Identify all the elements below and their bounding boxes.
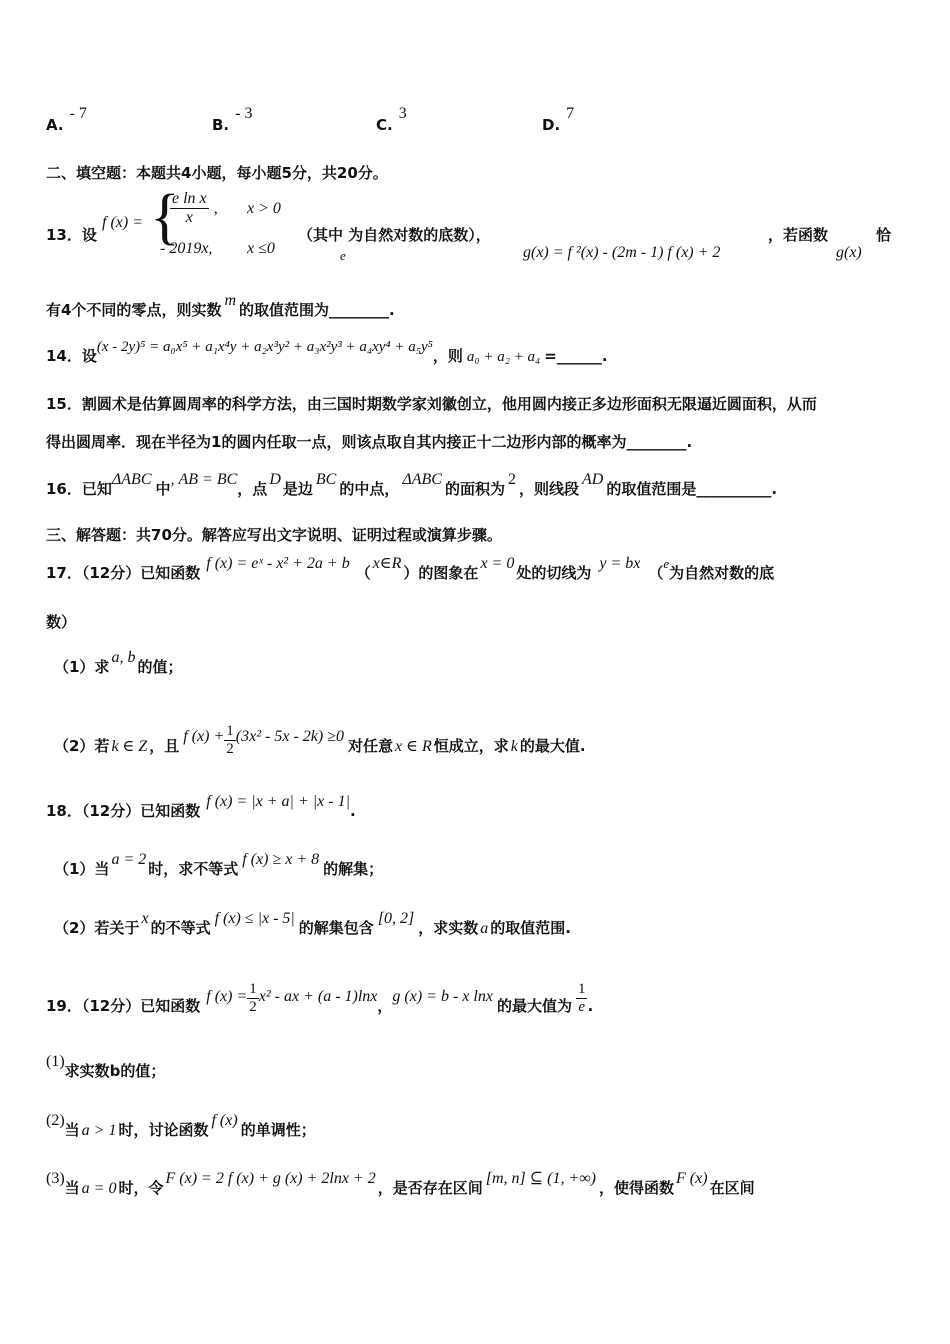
q16-t5: 的面积为 xyxy=(444,480,505,498)
q19-Fx: F (x) = 2 f (x) + g (x) + 2lnx + 2 xyxy=(165,1170,376,1187)
q19-part2 xyxy=(46,1112,910,1140)
q13-fx: f (x) = xyxy=(102,214,143,231)
q17-ineq-right: (3x² - 5x - 2k) ≥0 xyxy=(235,728,344,745)
option-d-label: D. xyxy=(542,116,561,134)
q15-line2: 得出圆周率．现在半径为1的圆内任取一点，则该点取自其内接正十二边形内部的概率为________. xyxy=(46,433,693,451)
q18-p1-c: 的解集； xyxy=(323,860,384,878)
q16-label: 16．已知 xyxy=(46,480,112,498)
q16-t1: 中 xyxy=(155,480,171,498)
q17-e: e xyxy=(663,556,670,571)
q16-t2: ，点 xyxy=(237,480,268,498)
q13-note: （其中 为自然对数的底数）， xyxy=(298,226,491,244)
q13-case2-cond: x ≤0 xyxy=(247,240,275,257)
q18-p1-b: 时，求不等式 xyxy=(148,860,239,878)
q17-t3: 为自然对数的底 xyxy=(669,564,775,582)
q17-line1 xyxy=(46,555,910,583)
q19-interval: [m, n] ⊆ (1, +∞) xyxy=(485,1170,597,1187)
q13-case1-separator: , xyxy=(213,200,218,217)
q19-p2-c: 的单调性； xyxy=(240,1121,316,1139)
q19-gx: g (x) = b - x lnx xyxy=(392,988,493,1005)
q18-p1-a: （1）当 xyxy=(54,860,110,878)
q13-brace: { xyxy=(150,183,180,251)
q14-end: =______. xyxy=(544,347,608,365)
q17-fx: f (x) = eˣ - x² + 2a + b xyxy=(206,555,350,572)
q17-tangent: y = bx xyxy=(599,555,641,572)
q17-part1 xyxy=(54,649,910,677)
q19-t1: 的最大值为 xyxy=(496,997,572,1015)
q19-p3-d: ，使得函数 xyxy=(599,1179,675,1197)
q13-case2: - 2019x, xyxy=(160,240,213,257)
q19-p3-num: (3) xyxy=(46,1170,65,1187)
q17-p2-a: （2）若 xyxy=(54,737,110,755)
q13-e: e xyxy=(340,248,346,263)
q16-ab-bc: , AB = BC xyxy=(170,471,238,488)
option-b-value: - 3 xyxy=(235,105,253,122)
q17-half xyxy=(224,723,236,758)
q18-fx: f (x) = |x + a| + |x - 1| xyxy=(206,793,350,810)
q19-half-den: 2 xyxy=(249,999,257,1015)
q19-p3-a: 当 xyxy=(64,1179,80,1197)
q18-dot: . xyxy=(349,802,356,820)
q17-half-den: 2 xyxy=(226,741,234,757)
q19-inverse-e xyxy=(576,981,588,1016)
option-b-label: B. xyxy=(212,116,230,134)
q16-t6: ，则线段 xyxy=(518,480,579,498)
q18-ineq2: f (x) ≤ |x - 5| xyxy=(214,910,295,927)
q17-dom-r: ）的图象在 xyxy=(403,564,479,582)
q19-label: 19．（12分）已知函数 xyxy=(46,997,201,1015)
q18-p2-c: 的解集包含 xyxy=(298,919,374,937)
q18-part2 xyxy=(54,910,910,938)
q19-half-num: 1 xyxy=(249,981,257,997)
q17-dom-l: （ xyxy=(355,564,371,582)
q19-p3-c: ，是否存在区间 xyxy=(377,1179,483,1197)
q19-p3-e: 在区间 xyxy=(709,1179,755,1197)
q17-domain: x∈R xyxy=(372,555,402,572)
q14-label: 14．设 xyxy=(46,347,97,365)
q19-p2-b: 时，讨论函数 xyxy=(118,1121,209,1139)
option-a xyxy=(46,105,87,135)
q13-m: m xyxy=(224,292,237,309)
q17-kz: k ∈ Z xyxy=(111,738,148,755)
q19-Fx2: F (x) xyxy=(676,1170,708,1187)
q13-case1-numerator: e ln x xyxy=(172,190,207,207)
q13-case1-cond: x > 0 xyxy=(247,200,281,217)
option-c xyxy=(376,105,407,135)
q17-p2-c: 对任意 xyxy=(348,737,394,755)
q17-line2: 数） xyxy=(46,613,77,631)
q17-ineq-left: f (x) + xyxy=(183,728,225,745)
q19-inv-num: 1 xyxy=(577,981,586,997)
option-a-value: - 7 xyxy=(69,105,87,122)
q19-fx-right: x² - ax + (a - 1)lnx xyxy=(258,988,378,1005)
q16-t3: 是边 xyxy=(282,480,313,498)
q16-triangle: ΔABC xyxy=(111,471,152,488)
q13-g-definition: g(x) = f ²(x) - (2m - 1) f (x) + 2 xyxy=(523,244,721,261)
q18-label: 18．（12分）已知函数 xyxy=(46,802,201,820)
q18-p2-e: 的取值范围. xyxy=(490,919,571,937)
option-a-label: A. xyxy=(46,116,64,134)
q14-expansion: (x - 2y)⁵ = a₀x⁵ + a₁x⁴y + a₂x³y² + a₃x²y³ + a₄xy⁴ + a₅y⁵ xyxy=(96,339,433,355)
q19-a0: a = 0 xyxy=(81,1180,117,1197)
q18-x: x xyxy=(141,910,149,927)
q17-half-num: 1 xyxy=(226,723,234,739)
q18-a2: a = 2 xyxy=(111,851,147,868)
section-2-header: 二、填空题：本题共4小题，每小题5分，共20分。 xyxy=(46,164,388,182)
q19-part3 xyxy=(46,1170,910,1198)
q19-fx2: f (x) xyxy=(211,1112,238,1129)
option-d-value: 7 xyxy=(566,105,575,122)
q17-p1-b: 的值； xyxy=(137,658,183,676)
q17-k: k xyxy=(510,738,518,755)
q16-ad: AD xyxy=(582,471,604,488)
q17-p1-a: （1）求 xyxy=(54,658,110,676)
q16-area: 2 xyxy=(507,471,516,488)
q16-t4: 的中点， xyxy=(339,480,400,498)
q17-xr: x ∈ R xyxy=(395,738,432,755)
q19-dot: . xyxy=(587,997,594,1015)
q19-comma: ， xyxy=(377,997,393,1015)
q17-p2-d: 恒成立，求 xyxy=(433,737,509,755)
q16-bc: BC xyxy=(315,471,337,488)
q13-gx: g(x) xyxy=(836,244,862,261)
q17-part2 xyxy=(54,723,910,764)
option-c-value: 3 xyxy=(398,105,407,122)
q19-half xyxy=(247,981,259,1016)
q15-line1: 15．割圆术是估算圆周率的科学方法，由三国时期数学家刘徽创立，他用圆内接正多边形面积无限逼近圆面积，从而 xyxy=(46,395,817,413)
q17-t2: （ xyxy=(648,564,664,582)
q18-a: a xyxy=(480,920,489,937)
q13-line2-b: 的取值范围为________. xyxy=(239,301,395,319)
q19-part1 xyxy=(46,1053,910,1081)
q19-inv-den: e xyxy=(578,999,586,1015)
q19-p2-a: 当 xyxy=(64,1121,80,1139)
q19-line1 xyxy=(46,981,910,1024)
q18-part1 xyxy=(54,851,910,879)
q14-sum-expr: a₀ + a₂ + a₄ xyxy=(466,349,541,365)
q13-case1-fraction xyxy=(170,190,209,227)
q17-x0: x = 0 xyxy=(480,555,515,572)
q17-p2-e: 的最大值. xyxy=(519,737,586,755)
q13-qia: 恰 xyxy=(876,226,892,244)
q19-p2-num: (2) xyxy=(46,1112,65,1129)
q16-t7: 的取值范围是__________. xyxy=(606,480,778,498)
q16-triangle-2: ΔABC xyxy=(402,471,442,488)
q13-line2 xyxy=(46,292,910,320)
q13-line2-a: 有4个不同的零点，则实数 xyxy=(46,301,222,319)
q17-p2-b: ，且 xyxy=(149,737,180,755)
option-d xyxy=(542,105,575,135)
q17-t1: 处的切线为 xyxy=(516,564,592,582)
q18-p2-d: ，求实数 xyxy=(418,919,479,937)
q18-p2-b: 的不等式 xyxy=(150,919,211,937)
q19-p1-text: 求实数b的值； xyxy=(64,1062,166,1080)
q18-p2-a: （2）若关于 xyxy=(54,919,140,937)
q17-ab: a, b xyxy=(111,649,136,666)
q18-ineq: f (x) ≥ x + 8 xyxy=(242,851,320,868)
q13-label: 13．设 xyxy=(46,226,97,244)
q19-fx-left: f (x) = xyxy=(206,988,248,1005)
option-b xyxy=(212,105,253,135)
q17-label: 17．（12分）已知函数 xyxy=(46,564,201,582)
section-3-header: 三、解答题：共70分。解答应写出文字说明、证明过程或演算步骤。 xyxy=(46,526,502,544)
q13-case1-denominator: x xyxy=(185,209,193,226)
q19-p1-num: (1) xyxy=(46,1053,65,1070)
q14-line xyxy=(46,339,910,366)
q13-text-after: ，若函数 xyxy=(768,226,829,244)
q18-line1 xyxy=(46,793,910,821)
q19-p3-b: 时，令 xyxy=(118,1179,164,1197)
q14-mid: ，则 xyxy=(432,347,463,365)
q13-case1 xyxy=(170,190,218,227)
q16-d: D xyxy=(269,471,281,488)
q18-interval: [0, 2] xyxy=(377,910,415,927)
q16-line xyxy=(46,471,910,499)
option-c-label: C. xyxy=(376,116,393,134)
q19-a1: a > 1 xyxy=(81,1122,117,1139)
